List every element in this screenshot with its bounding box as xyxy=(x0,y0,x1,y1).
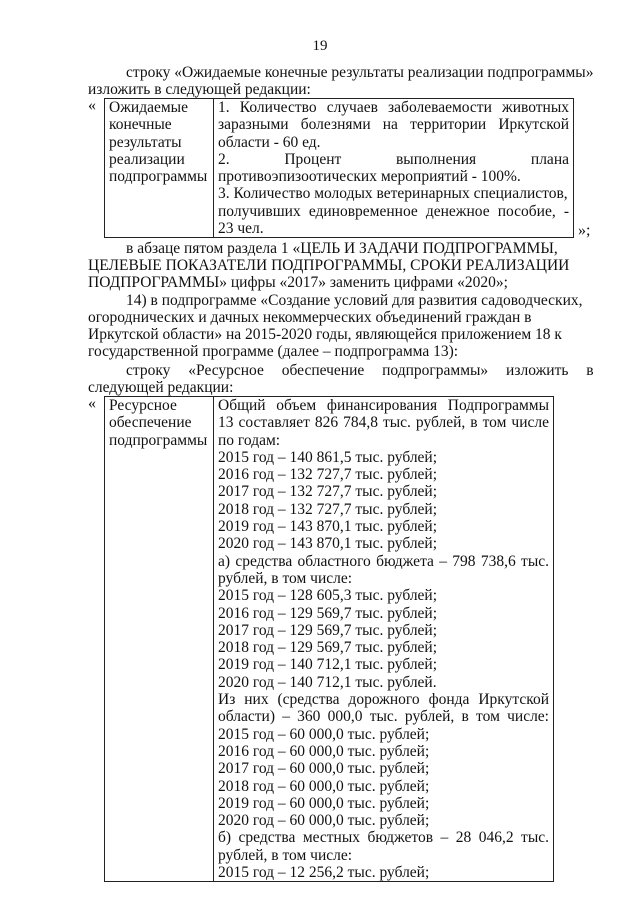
para2-line: ЦЕЛЕВЫЕ ПОКАЗАТЕЛИ ПОДПРОГРАММЫ, СРОКИ РЕАЛИЗАЦИИ xyxy=(88,257,570,274)
para3-line: 14) в подпрограмме «Создание условий для развития садоводческих, xyxy=(126,292,583,309)
para4-line: строку «Ресурсное обеспечение подпрограммы» изложить в xyxy=(126,362,594,379)
resources-table xyxy=(104,396,554,882)
content-line: области) – 360 000,0 тыс. рублей, в том числе: xyxy=(218,708,549,726)
content-line: получивших единовременное денежное пособие, - xyxy=(218,202,569,220)
content-line: а) средства областного бюджета – 798 738,6 тыс. xyxy=(218,552,549,570)
content-line: 2017 год – 129 569,7 тыс. рублей; xyxy=(218,621,438,639)
content-line: 2020 год – 143 870,1 тыс. рублей; xyxy=(218,535,438,553)
content-line: 2015 год – 60 000,0 тыс. рублей; xyxy=(218,725,430,743)
para3-line: огороднических и дачных некоммерческих объединений граждан в xyxy=(88,309,532,326)
label-line: Ожидаемые xyxy=(109,99,188,116)
content-line: противоэпизоотических мероприятий - 100%. xyxy=(218,168,521,186)
content-line: 13 составляет 826 784,8 тыс. рублей, в том числе xyxy=(218,414,549,432)
content-line: 2015 год – 12 256,2 тыс. рублей; xyxy=(218,864,430,882)
label-line: обеспечение xyxy=(109,414,192,432)
content-line: 2016 год – 60 000,0 тыс. рублей; xyxy=(218,742,430,760)
content-line: 2016 год – 132 727,7 тыс. рублей; xyxy=(218,466,438,484)
content-line: 2017 год – 60 000,0 тыс. рублей; xyxy=(218,760,430,778)
content-line: области - 60 ед. xyxy=(218,133,321,151)
content-line: 2017 год – 132 727,7 тыс. рублей; xyxy=(218,483,438,501)
content-line: 2019 год – 143 870,1 тыс. рублей; xyxy=(218,518,438,536)
content-line: по годам: xyxy=(218,431,281,449)
results-label-cell xyxy=(105,99,214,238)
content-line: рублей, в том числе: xyxy=(218,846,353,864)
intro-paragraph-1 xyxy=(88,64,598,98)
content-line: заразными болезнями на территории Иркутской xyxy=(218,116,569,134)
content-line: 2020 год – 60 000,0 тыс. рублей; xyxy=(218,812,430,830)
content-line: 2019 год – 140 712,1 тыс. рублей; xyxy=(218,656,438,674)
resources-content-cell xyxy=(214,397,554,882)
content-line: 2016 год – 129 569,7 тыс. рублей; xyxy=(218,604,438,622)
para3-line: Иркутской области» на 2015-2020 годы, являющейся приложением 18 к xyxy=(88,326,562,343)
content-line: 23 чел. xyxy=(218,220,264,238)
quote-close-1: »; xyxy=(578,222,591,239)
page-number: 19 xyxy=(312,38,328,54)
content-line: 2015 год – 140 861,5 тыс. рублей; xyxy=(218,448,438,466)
para2-line: в абзаце пятом раздела 1 «ЦЕЛЬ И ЗАДАЧИ ПОДПРОГРАММЫ, xyxy=(126,240,558,257)
content-line: рублей, в том числе: xyxy=(218,569,353,587)
content-line: 2018 год – 132 727,7 тыс. рублей; xyxy=(218,500,438,518)
resources-label-cell xyxy=(105,397,214,882)
quote-open-1: « xyxy=(88,97,96,114)
label-line: конечные xyxy=(109,116,172,134)
paragraph-3 xyxy=(88,292,598,360)
label-line: Ресурсное xyxy=(109,397,177,414)
content-line: 2015 год – 128 605,3 тыс. рублей; xyxy=(218,587,438,605)
content-line: 2. Процент выполнения плана xyxy=(218,150,569,168)
content-line: Общий объем финансирования Подпрограммы xyxy=(218,397,549,414)
content-line: Из них (средства дорожного фонда Иркутской xyxy=(218,691,549,709)
content-line: 2018 год – 60 000,0 тыс. рублей; xyxy=(218,777,430,795)
label-line: подпрограммы xyxy=(109,431,208,449)
content-line: 3. Количество молодых ветеринарных специалистов, xyxy=(218,185,568,203)
content-line: 1. Количество случаев заболеваемости животных xyxy=(218,99,569,116)
content-line: 2020 год – 140 712,1 тыс. рублей. xyxy=(218,673,437,691)
quote-open-2: « xyxy=(88,395,96,412)
label-line: реализации xyxy=(109,150,185,168)
intro1-line-1: строку «Ожидаемые конечные результаты реализации подпрограммы» xyxy=(126,64,594,81)
content-line: б) средства местных бюджетов – 28 046,2 тыс. xyxy=(218,829,549,847)
paragraph-2 xyxy=(88,240,598,291)
para4-line: следующей редакции: xyxy=(88,379,234,396)
results-content-cell xyxy=(214,99,574,238)
content-line: 2019 год – 60 000,0 тыс. рублей; xyxy=(218,794,430,812)
paragraph-4 xyxy=(88,362,598,396)
intro1-line-2: изложить в следующей редакции: xyxy=(88,81,311,98)
label-line: подпрограммы xyxy=(109,168,208,186)
label-line: результаты xyxy=(109,133,182,151)
content-line: 2018 год – 129 569,7 тыс. рублей; xyxy=(218,639,438,657)
para2-line: ПОДПРОГРАММЫ» цифры «2017» заменить цифрами «2020»; xyxy=(88,274,508,291)
results-table xyxy=(104,98,574,238)
para3-line: государственной программе (далее – подпрограмма 13): xyxy=(88,343,459,360)
